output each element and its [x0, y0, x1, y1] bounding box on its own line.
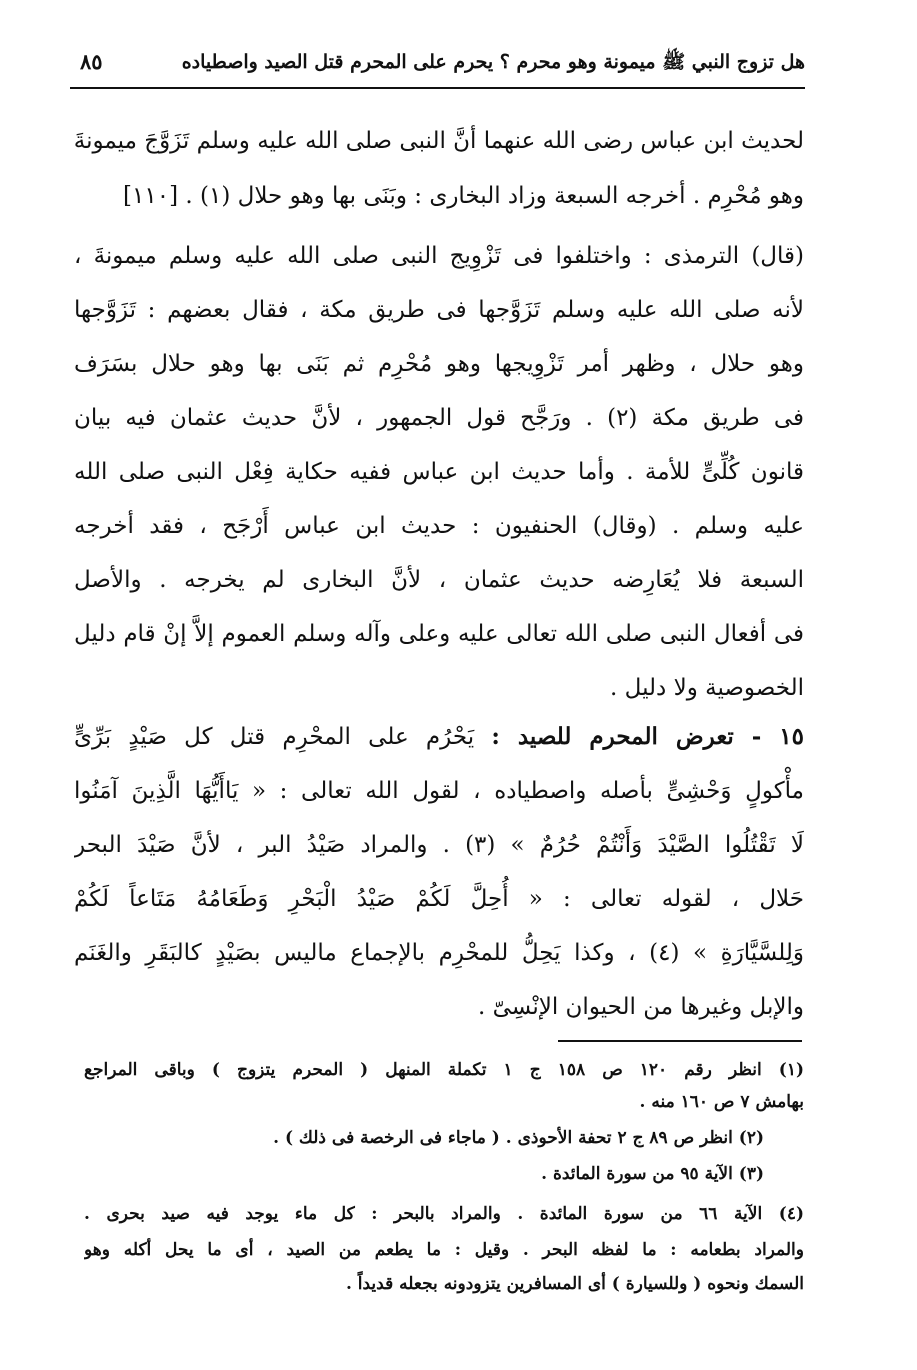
paragraph-hadith	[74, 112, 804, 228]
paragraph-section-15	[74, 708, 804, 1038]
page-number: ٨٥	[80, 49, 103, 74]
running-header	[70, 46, 805, 86]
footnote-1-cont: بهامش ٧ ص ١٦٠ منه .	[639, 1092, 804, 1112]
text-line: (قال) الترمذى : واختلفوا فى تَزْوِيج النبى صلى الله عليه وسلم ميمونةَ ،	[74, 243, 804, 269]
header-divider	[70, 87, 805, 89]
text-line: السبعة فلا يُعَارِضه حديث عثمان ، لأنَّ البخارى لم يخرجه . والأصل	[74, 567, 804, 593]
text-line: لأنه صلى الله عليه وسلم تَزَوَّجها فى طريق مكة ، فقال بعضهم : تَزَوَّجها	[74, 297, 804, 323]
header-title: هل تزوج النبي ﷺ ميمونة وهو محرم ؟ يحرم على المحرم قتل الصيد واصطياده	[181, 51, 805, 73]
text-line	[74, 708, 804, 766]
footnote-4-cont: السمك ونحوه ( وللسيارة ) أى المسافرين يتزودونه بجعله قديداً .	[345, 1274, 804, 1294]
text-line: مأْكولٍ وَحْشِىٍّ بأصله واصطياده ، لقول الله تعالى : « يَاأَيُّهَا الَّذِينَ آمَنُوا	[74, 778, 804, 804]
text-line: عليه وسلم . (وقال) الحنفيون : حديث ابن عباس أَرْجَح ، فقد أخرجه	[74, 513, 804, 539]
footnote-4: (٤) الآية ٦٦ من سورة المائدة . والمراد بالبحر : كل ماء يوجد فيه صيد بحرى .	[84, 1204, 804, 1224]
text-line: الخصوصية ولا دليل .	[610, 675, 804, 701]
footnote-divider	[558, 1040, 802, 1042]
text-line: وَلِلسَّيَّارَةِ » (٤) ، وكذا يَحِلُّ للمحْرِم بالإجماع ماليس بصَيْدٍ كالبَقَرِ والغَنَم	[74, 940, 804, 966]
footnote-2: (٢) انظر ص ٨٩ ج ٢ تحفة الأحوذى . ( ماجاء فى الرخصة فى ذلك ) .	[273, 1128, 764, 1148]
text-line: وهو مُحْرِم . أخرجه السبعة وزاد البخارى : وبَنَى بها وهو حلال (١) . [١١٠]	[123, 183, 804, 209]
text-line: قانون كُلِّىٍّ للأمة . وأما حديث ابن عباس ففيه حكاية فِعْل النبى صلى الله	[74, 459, 804, 485]
text-line: حَلال ، لقوله تعالى : « أُحِلَّ لَكُمْ صَيْدُ الْبَحْرِ وَطَعَامُهُ مَتَاعاً لَكُمْ	[74, 886, 804, 912]
text-line: فى طريق مكة (٢) . ورَجَّح قول الجمهور ، لأنَّ حديث عثمان فيه بيان	[74, 405, 804, 431]
text-run: يَحْرُم على المحْرِم قتل كل صَيْدٍ بَرِّىٍّ	[74, 724, 475, 750]
footnotes	[84, 1052, 804, 1342]
text-line: لحديث ابن عباس رضى الله عنهما أنَّ النبى صلى الله عليه وسلم تَزَوَّجَ ميمونةَ	[74, 128, 804, 154]
paragraph-discussion	[74, 227, 804, 707]
footnote-4-cont: والمراد بطعامه : ما لفظه البحر . وقيل : ما يطعم من الصيد ، أى ما يحل أكله وهو	[84, 1240, 804, 1260]
text-line: وهو حلال ، وظهر أمر تَزْوِيجها وهو مُحْرِم ثم بَنَى بها وهو حلال بسَرَف	[74, 351, 804, 377]
text-line: فى أفعال النبى صلى الله تعالى عليه وعلى وآله وسلم العموم إلاَّ إنْ قام دليل	[74, 621, 804, 647]
section-heading: ١٥ - تعرض المحرم للصيد :	[491, 723, 804, 750]
footnote-3: (٣) الآية ٩٥ من سورة المائدة .	[541, 1164, 764, 1184]
text-line: لَا تَقْتُلُوا الصَّيْدَ وَأَنْتُمْ حُرُمٌ » (٣) . والمراد صَيْدُ البر ، لأنَّ صَيْدَ البحر	[74, 832, 804, 858]
text-line: والإبل وغيرها من الحيوان الإنْسِىّ .	[478, 994, 804, 1020]
footnote-1: (١) انظر رقم ١٢٠ ص ١٥٨ ج ١ تكملة المنهل ( المحرم يتزوج ) وباقى المراجع	[84, 1060, 804, 1080]
